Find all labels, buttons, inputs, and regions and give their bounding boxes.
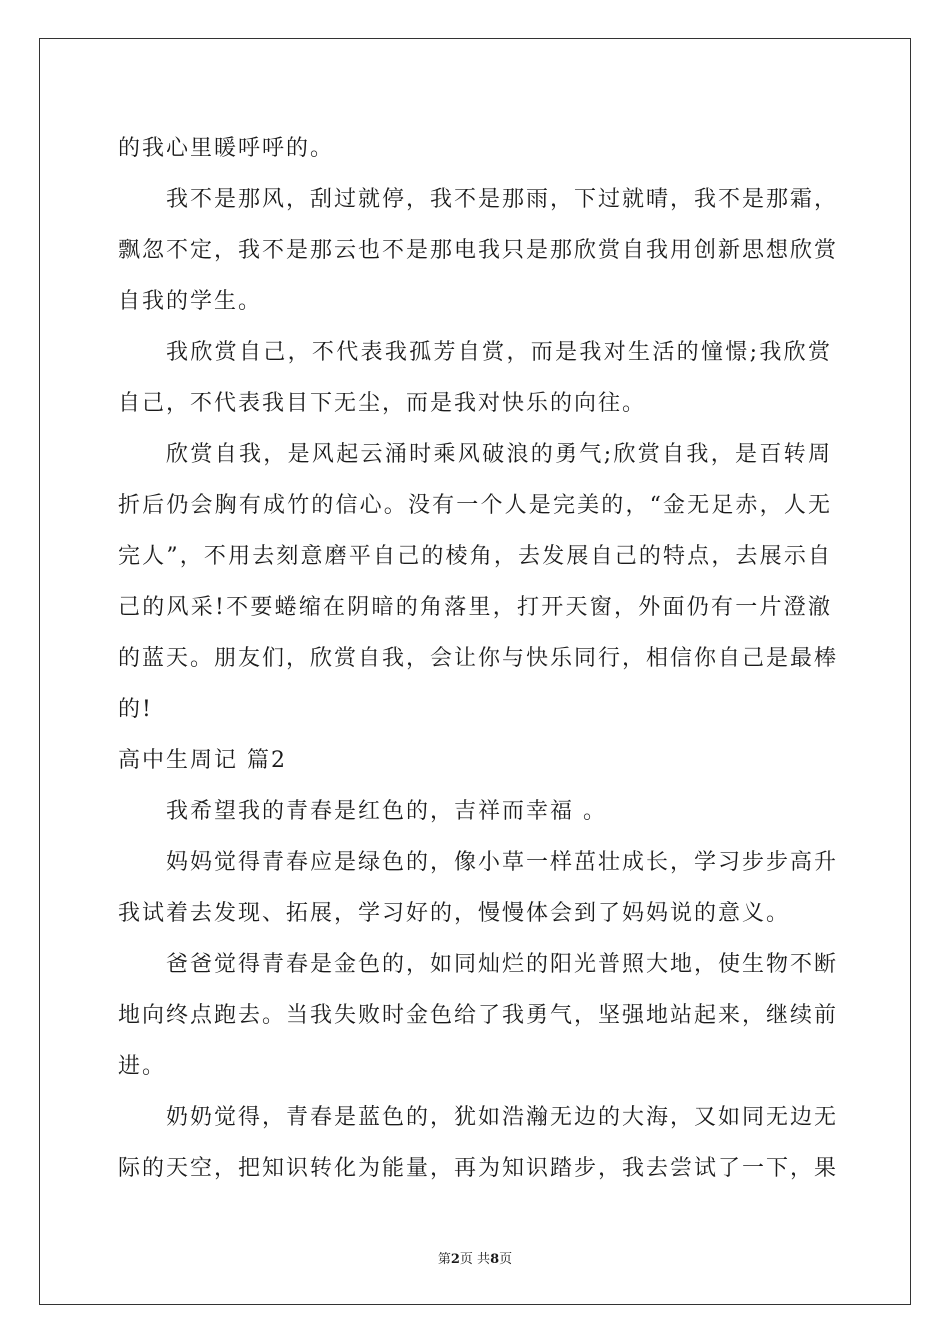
text-line: 飘忽不定，我不是那云也不是那电我只是那欣赏自我用创新思想欣赏 xyxy=(118,238,839,263)
text-line: 地向终点跑去。当我失败时金色给了我勇气，坚强地站起来，继续前 xyxy=(118,1003,839,1028)
text-line: 我试着去发现、拓展，学习好的，慢慢体会到了妈妈说的意义。 xyxy=(118,901,791,926)
text-line: 自我的学生。 xyxy=(118,289,263,314)
footer-prefix: 第 xyxy=(437,1252,451,1267)
document-body xyxy=(118,123,839,1194)
text-line: 我欣赏自己，不代表我孤芳自赏，而是我对生活的憧憬;我欣赏 xyxy=(166,340,832,365)
text-line: 己的风采!不要蜷缩在阴暗的角落里，打开天窗，外面仍有一片澄澈 xyxy=(118,595,832,620)
footer-middle: 页 共 xyxy=(459,1252,491,1267)
text-line: 奶奶觉得，青春是蓝色的，犹如浩瀚无边的大海，又如同无边无 xyxy=(166,1105,839,1130)
section-heading: 高中生周记 篇2 xyxy=(118,748,287,773)
text-line: 进。 xyxy=(118,1054,167,1079)
text-line: 的! xyxy=(118,697,153,722)
footer-suffix: 页 xyxy=(499,1252,513,1267)
text-line: 欣赏自我，是风起云涌时乘风破浪的勇气;欣赏自我，是百转周 xyxy=(166,442,832,467)
text-line: 的我心里暖呼呼的。 xyxy=(118,136,335,161)
page-footer xyxy=(0,1248,950,1267)
text-line: 爸爸觉得青春是金色的，如同灿烂的阳光普照大地，使生物不断 xyxy=(166,952,839,977)
text-line: 自己，不代表我目下无尘，而是我对快乐的向往。 xyxy=(118,391,647,416)
text-line: 我希望我的青春是红色的，吉祥而幸福 。 xyxy=(166,799,607,824)
footer-total-pages: 8 xyxy=(490,1252,500,1267)
text-line: 我不是那风，刮过就停，我不是那雨，下过就晴，我不是那霜， xyxy=(166,187,839,212)
text-line: 完人”，不用去刻意磨平自己的棱角，去发展自己的特点，去展示自 xyxy=(118,544,832,569)
text-line: 折后仍会胸有成竹的信心。没有一个人是完美的，“金无足赤，人无 xyxy=(118,493,832,518)
text-line: 妈妈觉得青春应是绿色的，像小草一样茁壮成长，学习步步高升 xyxy=(166,850,839,875)
text-line: 的蓝天。朋友们，欣赏自我，会让你与快乐同行，相信你自己是最棒 xyxy=(118,646,839,671)
footer-page-number: 2 xyxy=(450,1252,460,1267)
text-line: 际的天空，把知识转化为能量，再为知识踏步，我去尝试了一下，果 xyxy=(118,1156,839,1181)
